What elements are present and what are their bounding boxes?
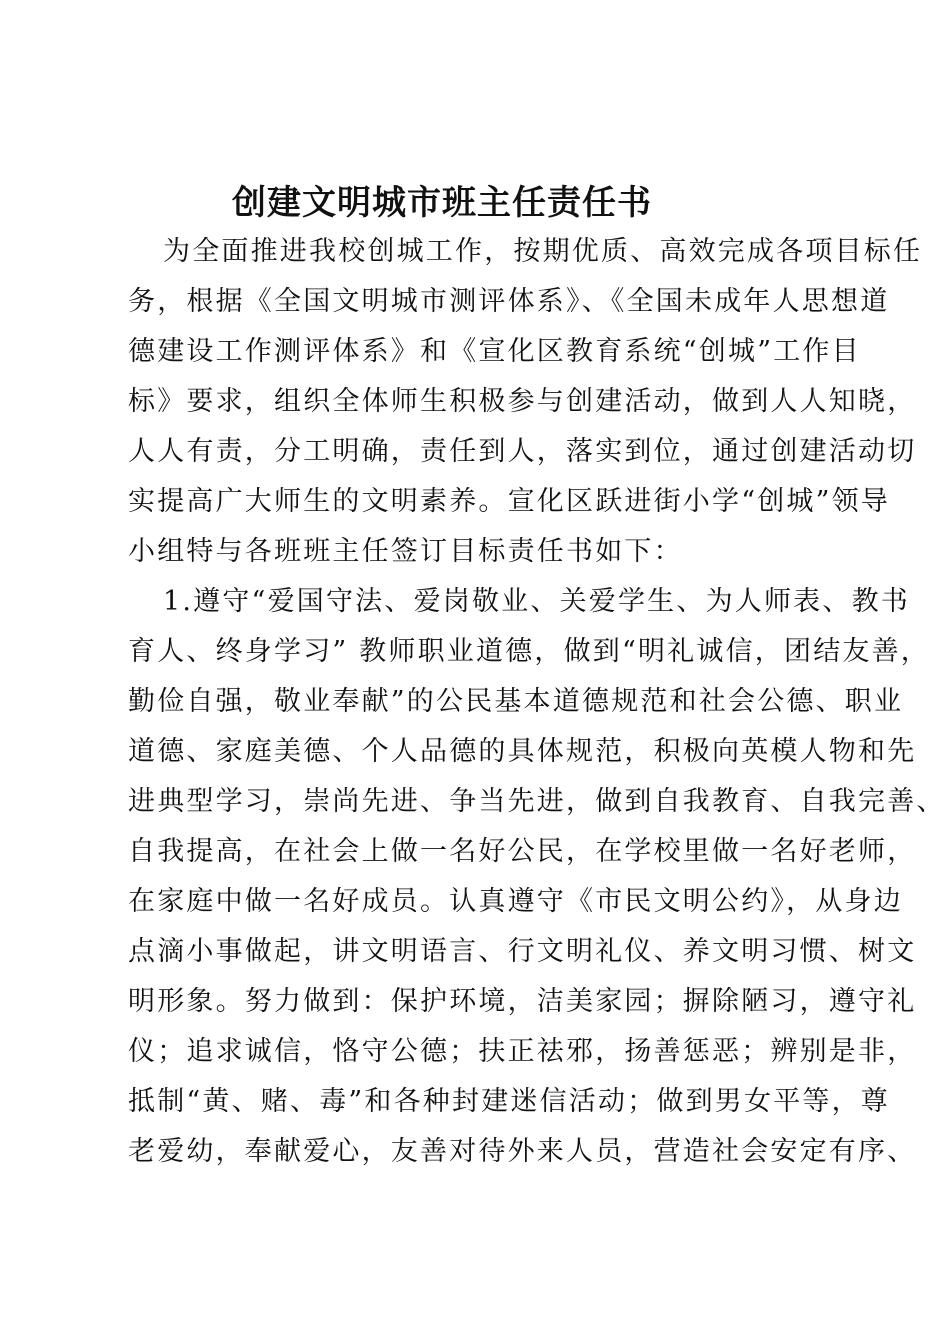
paragraph-line: 务，根据《全国文明城市测评体系》、《全国未成年人思想道 bbox=[128, 286, 890, 317]
paragraph-line: 自我提高，在社会上做一名好公民，在学校里做一名好老师， bbox=[128, 836, 917, 867]
paragraph-line: 勤俭自强，敬业奉献”的公民基本道德规范和社会公德、职业 bbox=[128, 686, 904, 717]
paragraph-line: 为全面推进我校创城工作，按期优质、高效完成各项目标任 bbox=[163, 236, 923, 267]
paragraph-line: 小组特与各班班主任签订目标责任书如下： bbox=[128, 536, 683, 567]
document-title: 创建文明城市班主任责任书 bbox=[232, 183, 652, 223]
paragraph-line: 仪；追求诚信，恪守公德；扶正祛邪，扬善惩恶；辨别是非， bbox=[128, 1036, 917, 1067]
paragraph-line: 实提高广大师生的文明素养。宣化区跃进街小学“创城”领导 bbox=[128, 486, 891, 517]
paragraph-line: 明形象。努力做到：保护环境，洁美家园；摒除陋习，遵守礼 bbox=[128, 986, 917, 1017]
paragraph-line: 进典型学习，崇尚先进、争当先进，做到自我教育、自我完善、 bbox=[128, 786, 946, 817]
paragraph-line: 道德、家庭美德、个人品德的具体规范，积极向英模人物和先 bbox=[128, 736, 917, 767]
paragraph-line: 育人、终身学习” 教师职业道德，做到“明礼诚信，团结友善， bbox=[128, 636, 930, 667]
paragraph-line: 人人有责，分工明确，责任到人，落实到位，通过创建活动切 bbox=[128, 436, 917, 467]
paragraph-line: 在家庭中做一名好成员。认真遵守《市民文明公约》，从身边 bbox=[128, 886, 903, 917]
paragraph-line: 标》要求，组织全体师生积极参与创建活动，做到人人知晓， bbox=[128, 386, 917, 417]
paragraph-line: 点滴小事做起，讲文明语言、行文明礼仪、养文明习惯、树文 bbox=[128, 936, 917, 967]
paragraph-line: 德建设工作测评体系》和《宣化区教育系统“创城”工作目 bbox=[128, 336, 861, 367]
paragraph-line: 1.遵守“爱国守法、爱岗敬业、关爱学生、为人师表、教书 bbox=[163, 586, 910, 617]
paragraph-line: 老爱幼，奉献爱心，友善对待外来人员，营造社会安定有序、 bbox=[128, 1136, 917, 1167]
paragraph-line: 抵制“黄、赌、毒”和各种封建迷信活动；做到男女平等，尊 bbox=[128, 1086, 891, 1117]
